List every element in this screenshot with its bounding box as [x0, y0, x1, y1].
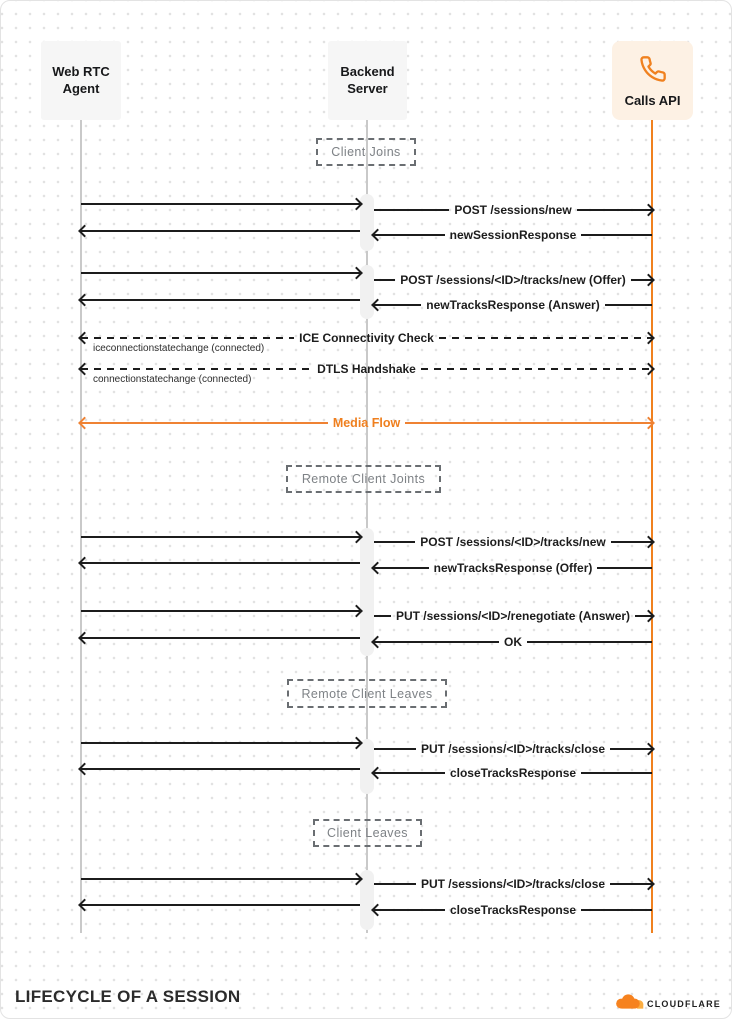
arrow-backend-to-webrtc [81, 761, 360, 777]
arrow-webrtc-to-backend [81, 529, 360, 545]
message-label: newTracksResponse (Offer) [433, 561, 593, 575]
phase-label: Client Leaves [327, 826, 408, 840]
dtls-event-note: connectionstatechange (connected) [93, 374, 252, 385]
actor-web-rtc-agent [41, 41, 121, 120]
message-label: Media Flow [332, 416, 401, 430]
cloudflare-logo [614, 993, 721, 1015]
arrowhead-left-icon [78, 763, 91, 776]
message-label: ICE Connectivity Check [299, 331, 434, 345]
message-media-flow [81, 415, 652, 431]
message-label: PUT /sessions/<ID>/renegotiate (Answer) [395, 609, 631, 623]
message-label: closeTracksResponse [449, 903, 577, 917]
arrowhead-left-icon [371, 767, 384, 780]
activation-bar [360, 528, 374, 656]
arrow-backend-to-webrtc [81, 292, 360, 308]
cloudflare-wordmark: CLOUDFLARE [647, 999, 721, 1009]
message-label: newSessionResponse [449, 228, 577, 242]
message-ok [374, 634, 652, 650]
actor-label: Backend Server [340, 63, 395, 96]
message-label: DTLS Handshake [317, 362, 416, 376]
arrow-backend-to-webrtc [81, 630, 360, 646]
phase-remote-client-leaves [287, 679, 447, 708]
actor-label: Web RTC Agent [52, 63, 110, 96]
arrowhead-left-icon [371, 229, 384, 242]
arrowhead-left-icon [78, 332, 91, 345]
message-post-sessions-new [374, 202, 652, 218]
phone-icon [639, 55, 667, 88]
arrowhead-left-icon [371, 562, 384, 575]
message-label: POST /sessions/new [454, 203, 572, 217]
actor-calls-api [612, 41, 693, 120]
arrow-webrtc-to-backend [81, 871, 360, 887]
message-post-tracks-new-offer [374, 272, 652, 288]
phase-label: Client Joins [331, 145, 401, 159]
phase-client-leaves [313, 819, 422, 847]
arrowhead-left-icon [78, 899, 91, 912]
message-label: POST /sessions/<ID>/tracks/new [420, 535, 606, 549]
message-close-tracks-response [374, 765, 652, 781]
phase-remote-client-joints [286, 465, 441, 493]
arrowhead-left-icon [78, 632, 91, 645]
arrowhead-left-icon [371, 299, 384, 312]
message-label: newTracksResponse (Answer) [426, 298, 600, 312]
arrowhead-left-icon [78, 557, 91, 570]
arrow-backend-to-webrtc [81, 223, 360, 239]
phase-label: Remote Client Joints [301, 472, 426, 486]
message-new-tracks-response-answer [374, 297, 652, 313]
arrowhead-left-icon [78, 417, 91, 430]
message-put-tracks-close [374, 876, 652, 892]
arrowhead-left-icon [371, 904, 384, 917]
page-title: LIFECYCLE OF A SESSION [15, 987, 241, 1006]
message-label: PUT /sessions/<ID>/tracks/close [420, 742, 606, 756]
message-post-tracks-new [374, 534, 652, 550]
arrow-webrtc-to-backend [81, 735, 360, 751]
arrow-webrtc-to-backend [81, 265, 360, 281]
message-label: OK [504, 635, 522, 649]
arrowhead-left-icon [78, 294, 91, 307]
actor-backend-server [328, 41, 407, 120]
message-label: PUT /sessions/<ID>/tracks/close [420, 877, 606, 891]
lifeline-web-rtc-agent [80, 120, 82, 933]
phase-client-joins [316, 138, 416, 166]
message-close-tracks-response [374, 902, 652, 918]
arrow-webrtc-to-backend [81, 196, 360, 212]
ice-event-note: iceconnectionstatechange (connected) [93, 343, 265, 354]
message-put-tracks-close [374, 741, 652, 757]
arrow-backend-to-webrtc [81, 555, 360, 571]
message-new-tracks-response-offer [374, 560, 652, 576]
arrowhead-left-icon [78, 225, 91, 238]
cloudflare-cloud-icon [614, 993, 644, 1015]
arrowhead-left-icon [371, 636, 384, 649]
message-put-renegotiate-answer [374, 608, 652, 624]
phase-label: Remote Client Leaves [301, 686, 433, 701]
message-label: POST /sessions/<ID>/tracks/new (Offer) [400, 273, 626, 287]
arrow-backend-to-webrtc [81, 897, 360, 913]
message-label: closeTracksResponse [449, 766, 577, 780]
arrowhead-left-icon [78, 363, 91, 376]
actor-label: Calls API [624, 93, 681, 108]
message-new-session-response [374, 227, 652, 243]
arrow-webrtc-to-backend [81, 603, 360, 619]
activation-bar [360, 739, 374, 794]
